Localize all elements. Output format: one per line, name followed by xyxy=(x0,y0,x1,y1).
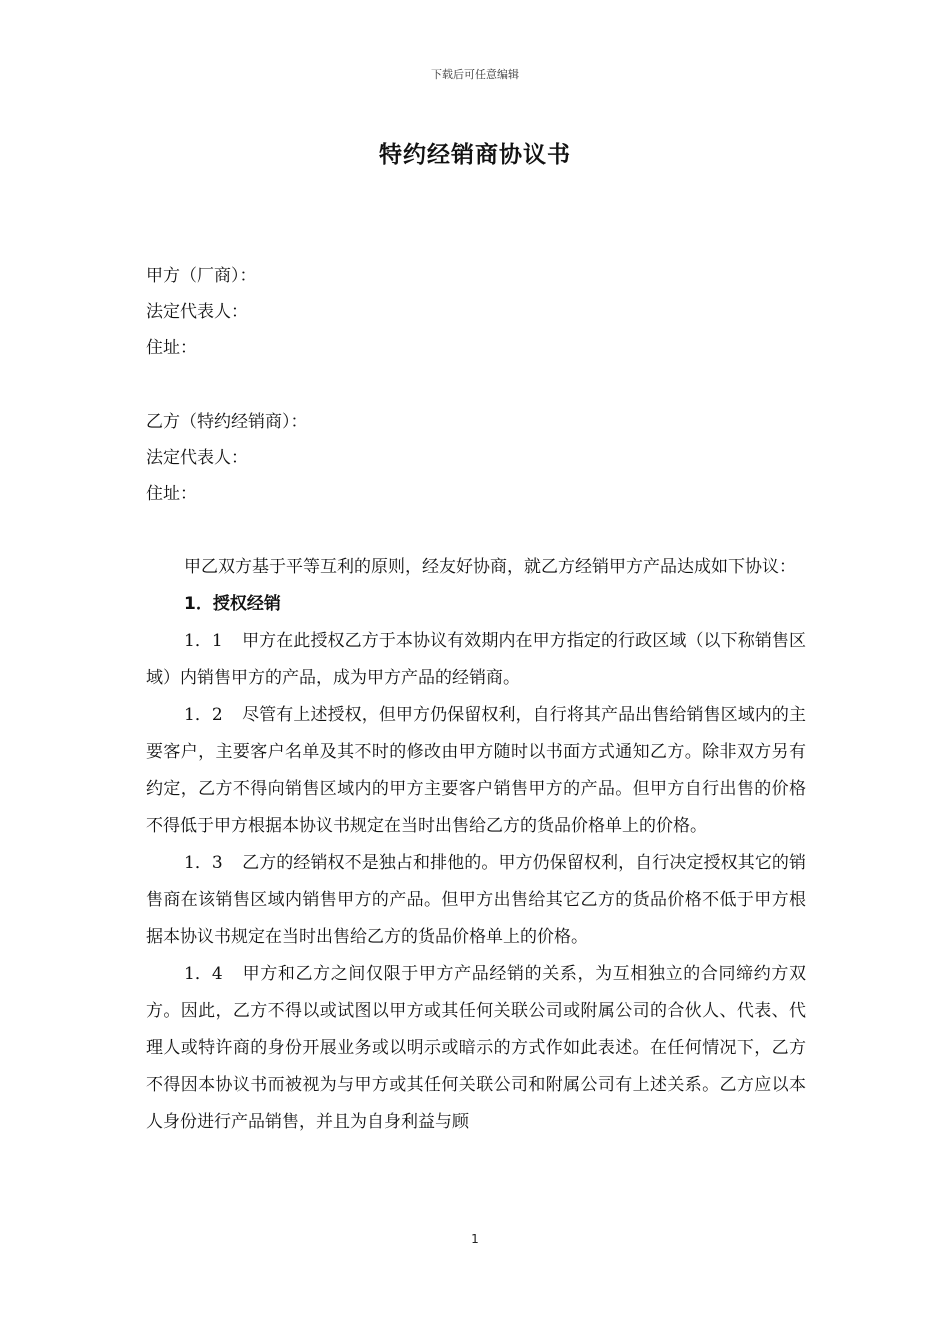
clause-1-4 xyxy=(146,956,806,1141)
agreement-body xyxy=(146,549,806,1141)
party-b-block xyxy=(146,404,806,512)
clause-1-3 xyxy=(146,845,806,956)
clause-1-2 xyxy=(146,697,806,845)
clause-1-1 xyxy=(146,623,806,697)
party-b-name-label: 乙方（特约经销商）： xyxy=(146,412,308,432)
clause-text: 尽管有上述授权，但甲方仍保留权利，自行将其产品出售给销售区域内的主要客户，主要客户名单及其不时的修改由甲方随时以书面方式通知乙方。除非双方另有约定，乙方不得向销售区域内的甲方主要客户销售甲方的产品。但甲方自行出售的价格不得低于甲方根据本协议书规定在当时出售给乙方的货品价格单上的价格。 xyxy=(146,705,806,836)
intro-paragraph: 甲乙双方基于平等互利的原则，经友好协商，就乙方经销甲方产品达成如下协议： xyxy=(184,557,796,577)
section-heading-authorization: 1．授权经销 xyxy=(184,594,281,614)
party-b-address-label: 住址： xyxy=(146,484,197,504)
clause-number: 1．4 xyxy=(184,964,223,984)
party-a-block xyxy=(146,258,806,366)
clause-number: 1．2 xyxy=(184,705,223,725)
header-note: 下载后可任意编辑 xyxy=(431,68,519,81)
party-a-rep-label: 法定代表人： xyxy=(146,302,248,322)
party-a-address-label: 住址： xyxy=(146,338,197,358)
clause-text: 甲方在此授权乙方于本协议有效期内在甲方指定的行政区域（以下称销售区域）内销售甲方的产品，成为甲方产品的经销商。 xyxy=(146,631,806,688)
clause-number: 1．1 xyxy=(184,631,223,651)
clause-text: 甲方和乙方之间仅限于甲方产品经销的关系，为互相独立的合同缔约方双方。因此，乙方不得以或试图以甲方或其任何关联公司或附属公司的合伙人、代表、代理人或特许商的身份开展业务或以明示或暗示的方式作如此表述。在任何情况下，乙方不得因本协议书而被视为与甲方或其任何关联公司和附属公司有上述关系。乙方应以本人身份进行产品销售，并且为自身利益与顾 xyxy=(146,964,806,1132)
clause-text: 乙方的经销权不是独占和排他的。甲方仍保留权利，自行决定授权其它的销售商在该销售区域内销售甲方的产品。但甲方出售给其它乙方的货品价格不低于甲方根据本协议书规定在当时出售给乙方的货品价格单上的价格。 xyxy=(146,853,806,947)
clause-number: 1．3 xyxy=(184,853,223,873)
document-title: 特约经销商协议书 xyxy=(379,142,571,168)
page-number: 1 xyxy=(471,1232,479,1246)
party-b-rep-label: 法定代表人： xyxy=(146,448,248,468)
party-a-name-label: 甲方（厂商）： xyxy=(146,266,257,286)
